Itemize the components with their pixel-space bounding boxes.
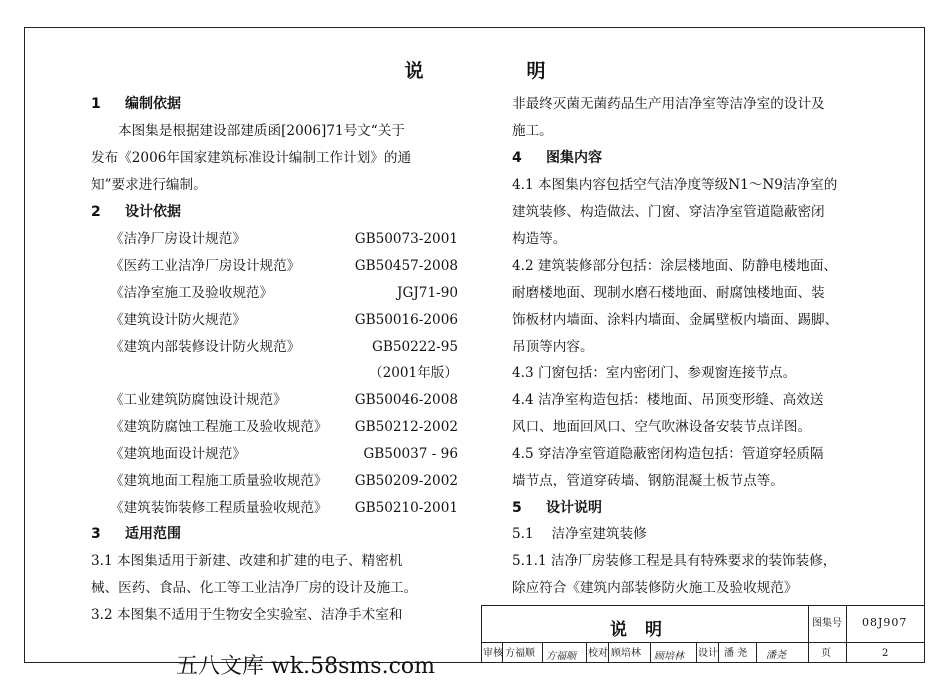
paragraph-line: 建筑装修、构造做法、门窗、穿洁净室管道隐蔽密闭	[512, 204, 825, 220]
design-label: 设计	[698, 648, 718, 659]
paragraph-line: 5.1.1 洁净厂房装修工程是具有特殊要求的装饰装修，	[512, 553, 837, 569]
standard-code: GB50037 - 96	[363, 446, 458, 462]
standard-name: 《建筑地面工程施工质量验收规范》	[110, 473, 328, 489]
reviewer-signature: 方福顺	[546, 651, 576, 662]
checker-signature: 顾培林	[654, 651, 684, 662]
section-3-heading	[91, 525, 181, 543]
paragraph-line: 除应符合《建筑内部装修防火施工及验收规范》	[512, 580, 798, 596]
title-block-divider	[586, 642, 587, 663]
watermark: 五八文库 wk.58sms.com	[176, 654, 436, 679]
paragraph-line: 耐磨楼地面、现制水磨石楼地面、耐腐蚀楼地面、装	[512, 285, 825, 301]
standard-name: 《医药工业洁净厂房设计规范》	[110, 258, 301, 274]
designer-signature: 潘尧	[766, 650, 786, 661]
review-label: 审核	[483, 648, 503, 659]
title-block	[481, 605, 925, 663]
standard-name: 《洁净室施工及验收规范》	[110, 285, 274, 301]
paragraph-line: 非最终灭菌无菌药品生产用洁净室等洁净室的设计及	[512, 96, 825, 112]
section-number: 2	[91, 204, 101, 220]
paragraph-line: 3.1 本图集适用于新建、改建和扩建的电子、精密机	[91, 553, 403, 569]
reviewer-name: 方福顺	[505, 648, 535, 659]
section-4-heading	[512, 149, 602, 167]
paragraph-line: 知”要求进行编制。	[91, 177, 207, 193]
title-block-divider	[756, 642, 757, 663]
standard-code: GB50212-2002	[354, 419, 458, 435]
standard-code: JGJ71-90	[397, 285, 458, 301]
atlas-number: 08J907	[862, 616, 908, 629]
section-1-heading	[91, 95, 181, 113]
section-number: 4	[512, 150, 522, 166]
standard-code: GB50016-2006	[354, 312, 458, 328]
section-title: 适用范围	[125, 526, 181, 542]
paragraph-line: 风口、地面回风口、空气吹淋设备安装节点详图。	[512, 419, 812, 435]
standard-code: GB50210-2001	[354, 500, 458, 516]
paragraph-line: 4.3 门窗包括：室内密闭门、参观窗连接节点。	[512, 365, 797, 381]
section-number: 1	[91, 96, 101, 112]
title-block-divider	[608, 642, 609, 663]
standard-code-edition: （2001年版）	[369, 365, 458, 381]
paragraph-line: 饰板材内墙面、涂料内墙面、金属壁板内墙面、踢脚、	[512, 312, 839, 328]
standard-code: GB50457-2008	[354, 258, 458, 274]
section-2-heading	[91, 203, 181, 221]
title-block-divider	[542, 642, 543, 663]
paragraph-line: 4.5 穿洁净室管道隐蔽密闭构造包括：管道穿轻质隔	[512, 446, 824, 462]
atlas-number-label: 图集号	[812, 618, 842, 629]
standard-name: 《洁净厂房设计规范》	[110, 231, 246, 247]
section-number: 3	[91, 526, 101, 542]
paragraph-line: 吊顶等内容。	[512, 339, 594, 355]
paragraph-line: 施工。	[512, 123, 553, 139]
paragraph-line: 4.1 本图集内容包括空气洁净度等级N1～N9洁净室的	[512, 177, 838, 193]
standard-name: 《建筑设计防火规范》	[110, 312, 246, 328]
paragraph-line: 构造等。	[512, 231, 567, 247]
paragraph-line: 械、医药、食品、化工等工业洁净厂房的设计及施工。	[91, 580, 418, 596]
standard-code: GB50222-95	[372, 339, 458, 355]
standard-name: 《建筑防腐蚀工程施工及验收规范》	[110, 419, 328, 435]
section-title: 设计说明	[546, 500, 602, 516]
paragraph-line: 4.4 洁净室构造包括：楼地面、吊顶变形缝、高效送	[512, 392, 824, 408]
standard-code: GB50073-2001	[354, 231, 458, 247]
title-block-divider	[696, 642, 697, 663]
page-number: 2	[882, 648, 889, 659]
section-number: 5	[512, 500, 522, 516]
standard-name: 《建筑地面设计规范》	[110, 446, 246, 462]
paragraph-line: 发布《2006年国家建筑标准设计编制工作计划》的通	[91, 150, 412, 166]
standard-name: 《工业建筑防腐蚀设计规范》	[110, 392, 287, 408]
standard-name: 《建筑装饰装修工程质量验收规范》	[110, 500, 328, 516]
title-block-divider	[718, 642, 719, 663]
section-5-heading	[512, 499, 602, 517]
checker-name: 顾培林	[611, 648, 641, 659]
title-block-divider	[808, 606, 809, 663]
paragraph-line: 4.2 建筑装修部分包括：涂层楼地面、防静电楼地面、	[512, 258, 838, 274]
section-title: 编制依据	[125, 96, 181, 112]
title-block-divider	[846, 606, 847, 663]
standard-name: 《建筑内部装修设计防火规范》	[110, 339, 301, 355]
page-label: 页	[821, 648, 831, 659]
check-label: 校对	[588, 648, 608, 659]
section-title: 设计依据	[125, 204, 181, 220]
title-block-title: 说明	[610, 620, 680, 640]
standard-code: GB50046-2008	[354, 392, 458, 408]
standard-code: GB50209-2002	[354, 473, 458, 489]
page-title: 说 明	[404, 60, 588, 82]
paragraph-line: 5.1 洁净室建筑装修	[512, 526, 647, 542]
title-block-divider	[650, 642, 651, 663]
title-block-divider	[482, 642, 925, 643]
paragraph-line: 墙节点，管道穿砖墙、钢筋混凝土板节点等。	[512, 473, 784, 489]
paragraph-line: 本图集是根据建设部建质函[2006]71号文“关于	[118, 123, 405, 139]
section-title: 图集内容	[546, 150, 602, 166]
designer-name: 潘 尧	[724, 648, 748, 659]
paragraph-line: 3.2 本图集不适用于生物安全实验室、洁净手术室和	[91, 607, 403, 623]
